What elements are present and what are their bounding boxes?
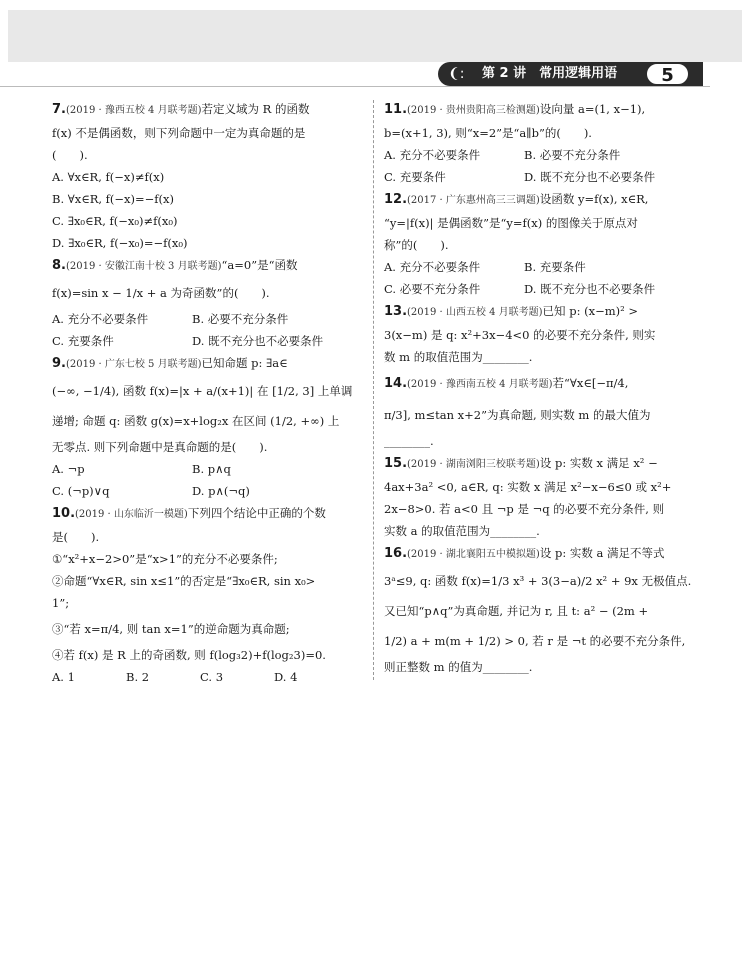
question-number: 7. <box>52 102 66 117</box>
question-source: (2017 · 广东惠州高三三调题) <box>407 195 540 206</box>
option-d: D. 既不充分也不必要条件 <box>524 282 656 296</box>
option-d: D. 既不充分也不必要条件 <box>192 334 324 348</box>
question-text: b=(x+1, 3), 则“x=2”是“a∥b”的( ). <box>384 126 592 140</box>
question-source: (2019 · 湖南浏阳三校联考题) <box>407 459 540 470</box>
question-text: “y=|f(x)| 是偶函数”是“y=f(x) 的图像关于原点对 <box>384 216 638 230</box>
question-text: 若定义域为 R 的函数 <box>201 102 310 116</box>
question-text: 若“∀x∈[−π/4, <box>552 376 629 390</box>
question-text: 设向量 a=(1, x−1), <box>539 102 646 116</box>
question-text: 又已知“p∧q”为真命题, 并记为 r, 且 t: a² − (2m + <box>384 604 649 618</box>
option-d: D. p∧(¬q) <box>192 484 250 498</box>
question-source: (2019 · 豫西五校 4 月联考题) <box>65 105 202 116</box>
answer-blank: ________. <box>384 434 434 448</box>
option-d: D. 4 <box>274 670 298 684</box>
question-number: 10. <box>52 506 76 521</box>
question-source: (2019 · 山东临沂一模题) <box>75 509 188 520</box>
option-a: A. 1 <box>52 670 75 684</box>
top-gray-band <box>8 10 742 62</box>
statement-1: ①“x²+x−2>0”是“x>1”的充分不必要条件; <box>52 552 278 566</box>
question-text: 设函数 y=f(x), x∈R, <box>539 192 649 206</box>
option-b: B. 2 <box>126 670 150 684</box>
left-column <box>52 98 364 688</box>
question-number: 8. <box>52 258 66 273</box>
option-c: C. 充要条件 <box>384 170 446 184</box>
question-text: 下列四个结论中正确的个数 <box>187 506 326 520</box>
statement-3: ③“若 x=π/4, 则 tan x=1”的逆命题为真命题; <box>52 622 290 636</box>
option-b: B. 必要不充分条件 <box>524 148 621 162</box>
question-number: 16. <box>384 546 408 561</box>
option-d: D. 既不充分也不必要条件 <box>524 170 656 184</box>
question-text: ( ). <box>52 148 88 162</box>
question-text: 则正整数 m 的值为________. <box>384 660 533 674</box>
question-13 <box>384 300 694 368</box>
question-source: (2019 · 山西五校 4 月联考题) <box>407 307 543 318</box>
question-number: 14. <box>384 376 408 391</box>
header-rule <box>0 86 710 87</box>
question-text: 是( ). <box>52 530 100 544</box>
question-source: (2019 · 豫西南五校 4 月联考题) <box>407 379 553 390</box>
question-text: 设 p: 实数 a 满足不等式 <box>539 546 665 560</box>
question-15 <box>384 452 694 542</box>
question-16 <box>384 542 694 678</box>
question-7 <box>52 98 364 254</box>
question-number: 15. <box>384 456 408 471</box>
question-text: (−∞, −1/4), 函数 f(x)=|x + a/(x+1)| 在 [1/2, 3] 上单调 <box>52 384 353 398</box>
question-10 <box>52 502 364 688</box>
question-source: (2019 · 广东七校 5 月联考题) <box>65 359 202 370</box>
option-b: B. ∀x∈R, f(−x)=−f(x) <box>52 192 175 206</box>
option-a: A. 充分不必要条件 <box>384 148 481 162</box>
question-number: 9. <box>52 356 66 371</box>
option-c: C. (¬p)∨q <box>52 484 110 498</box>
question-text: 无零点. 则下列命题中是真命题的是( ). <box>52 440 268 454</box>
question-8 <box>52 254 364 352</box>
option-c: C. ∃x₀∈R, f(−x₀)≠f(x₀) <box>52 214 178 228</box>
question-text: 实数 a 的取值范围为________. <box>384 524 540 538</box>
question-14 <box>384 368 694 452</box>
question-number: 13. <box>384 304 408 319</box>
option-a: A. ¬p <box>52 462 85 476</box>
option-a: A. ∀x∈R, f(−x)≠f(x) <box>52 170 165 184</box>
option-d: D. ∃x₀∈R, f(−x₀)=−f(x₀) <box>52 236 188 250</box>
question-11 <box>384 98 694 188</box>
question-text: 称”的( ). <box>384 238 449 252</box>
option-c: C. 3 <box>200 670 224 684</box>
question-source: (2019 · 湖北襄阳五中模拟题) <box>407 549 540 560</box>
option-b: B. 必要不充分条件 <box>192 312 289 326</box>
page-number: 5 <box>645 62 690 86</box>
chapter-title: 第 2 讲 常用逻辑用语 <box>482 66 618 81</box>
question-text: 数 m 的取值范围为________. <box>384 350 533 364</box>
question-9 <box>52 352 364 502</box>
question-text: f(x)=sin x − 1/x + a 为奇函数”的( ). <box>52 286 270 300</box>
option-b: B. 充要条件 <box>524 260 586 274</box>
question-text: 设 p: 实数 x 满足 x² − <box>539 456 658 470</box>
question-12 <box>384 188 694 300</box>
column-divider <box>373 100 374 680</box>
right-column <box>384 98 694 678</box>
option-a: A. 充分不必要条件 <box>384 260 481 274</box>
statement-2: ②命题“∀x∈R, sin x≤1”的否定是“∃x₀∈R, sin x₀> <box>52 574 316 588</box>
question-text: 3ᵃ≤9, q: 函数 f(x)=1/3 x³ + 3(3−a)/2 x² + 9x 无极值点. <box>384 574 692 588</box>
question-text: 3(x−m) 是 q: x²+3x−4<0 的必要不充分条件, 则实 <box>384 328 656 342</box>
question-text: 2x−8>0. 若 a<0 且 ¬p 是 ¬q 的必要不充分条件, 则 <box>384 502 665 516</box>
option-c: C. 必要不充分条件 <box>384 282 481 296</box>
question-source: (2019 · 安徽江南十校 3 月联考题) <box>65 261 222 272</box>
question-number: 12. <box>384 192 408 207</box>
question-text: π/3], m≤tan x+2”为真命题, 则实数 m 的最大值为 <box>384 408 651 422</box>
option-b: B. p∧q <box>192 462 231 476</box>
question-text: 已知命题 p: ∃a∈ <box>201 356 288 370</box>
option-c: C. 充要条件 <box>52 334 114 348</box>
chapter-marker-icon: ❨: <box>448 66 465 82</box>
question-number: 11. <box>384 102 408 117</box>
question-text: 递增; 命题 q: 函数 g(x)=x+log₂x 在区间 (1/2, +∞) 上 <box>52 414 340 428</box>
question-text: 4ax+3a² <0, a∈R, q: 实数 x 满足 x²−x−6≤0 或 x²+ <box>384 480 672 494</box>
option-a: A. 充分不必要条件 <box>52 312 149 326</box>
statement-4: ④若 f(x) 是 R 上的奇函数, 则 f(log₃2)+f(log₂3)=0. <box>52 648 326 662</box>
question-text: “a=0”是“函数 <box>221 258 298 272</box>
question-text: f(x) 不是偶函数，则下列命题中一定为真命题的是 <box>52 126 306 140</box>
question-source: (2019 · 贵州贵阳高三检测题) <box>407 105 540 116</box>
question-text: 1/2) a + m(m + 1/2) > 0, 若 r 是 ¬t 的必要不充分条件, <box>384 634 686 648</box>
statement-2-cont: 1”; <box>52 596 70 610</box>
question-text: 已知 p: (x−m)² > <box>542 304 638 318</box>
